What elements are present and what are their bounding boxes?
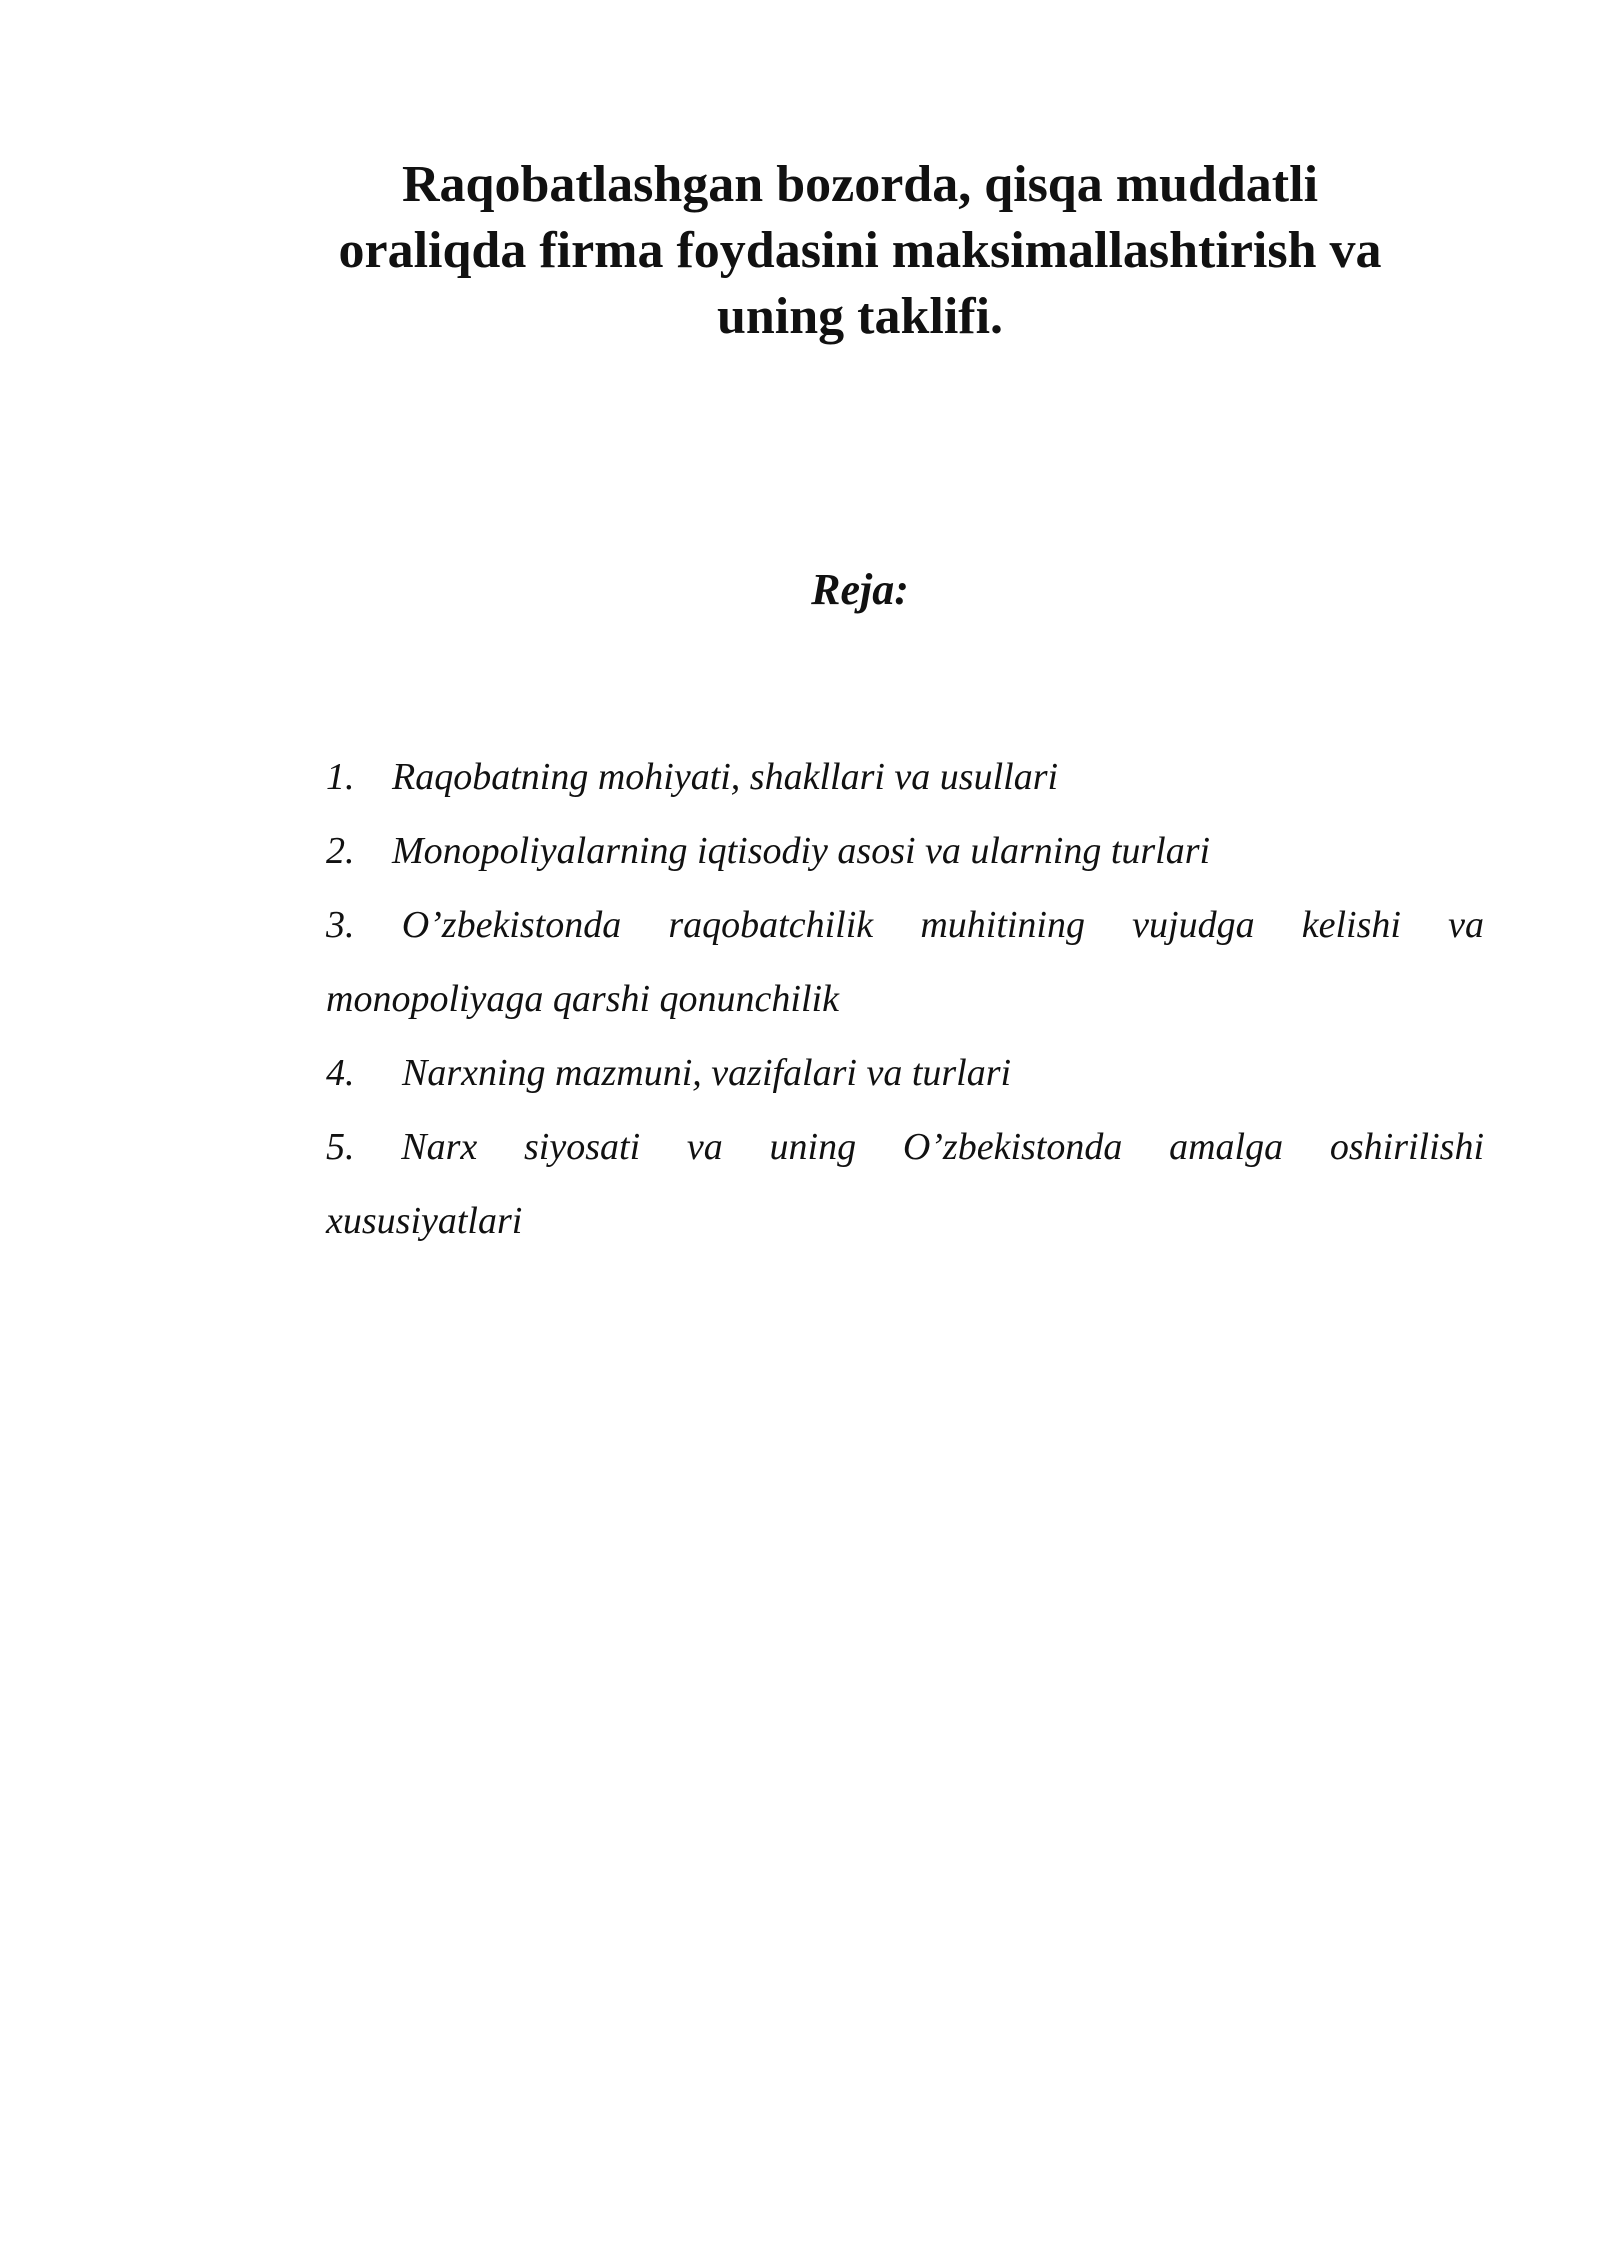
plan-item-text: Narx siyosati va uning O’zbekistonda amalga oshirilishi bbox=[401, 1126, 1485, 1168]
plan-item-number: 4. bbox=[326, 1052, 355, 1094]
plan-list bbox=[326, 740, 1484, 1258]
plan-item-first-line bbox=[326, 888, 1484, 962]
plan-item-text: Monopoliyalarning iqtisodiy asosi va ularning turlari bbox=[392, 830, 1211, 872]
plan-item-5 bbox=[326, 1110, 1484, 1258]
plan-item-3 bbox=[326, 888, 1484, 1036]
document-title bbox=[240, 152, 1480, 350]
plan-item-number: 2. bbox=[326, 830, 355, 872]
plan-item-text: O’zbekistonda raqobatchilik muhitining vujudga kelishi va bbox=[401, 904, 1485, 946]
plan-item-number: 3. bbox=[326, 904, 355, 946]
plan-heading: Reja: bbox=[811, 565, 909, 614]
plan-item-continuation: xususiyatlari bbox=[326, 1200, 523, 1242]
plan-item-text: Raqobatning mohiyati, shakllari va usullari bbox=[392, 756, 1059, 798]
plan-item-number: 1. bbox=[326, 756, 355, 798]
plan-item-continuation: monopoliyaga qarshi qonunchilik bbox=[326, 978, 839, 1020]
title-line-2: oraliqda firma foydasini maksimallashtirish va bbox=[338, 222, 1382, 279]
plan-item-1 bbox=[326, 740, 1484, 814]
plan-item-number: 5. bbox=[326, 1126, 355, 1168]
title-line-1: Raqobatlashgan bozorda, qisqa muddatli bbox=[401, 156, 1319, 213]
title-line-3: uning taklifi. bbox=[716, 288, 1004, 345]
plan-item-text: Narxning mazmuni, vazifalari va turlari bbox=[402, 1052, 1012, 1094]
plan-item-first-line bbox=[326, 1110, 1484, 1184]
plan-item-2 bbox=[326, 814, 1484, 888]
plan-item-4 bbox=[326, 1036, 1484, 1110]
